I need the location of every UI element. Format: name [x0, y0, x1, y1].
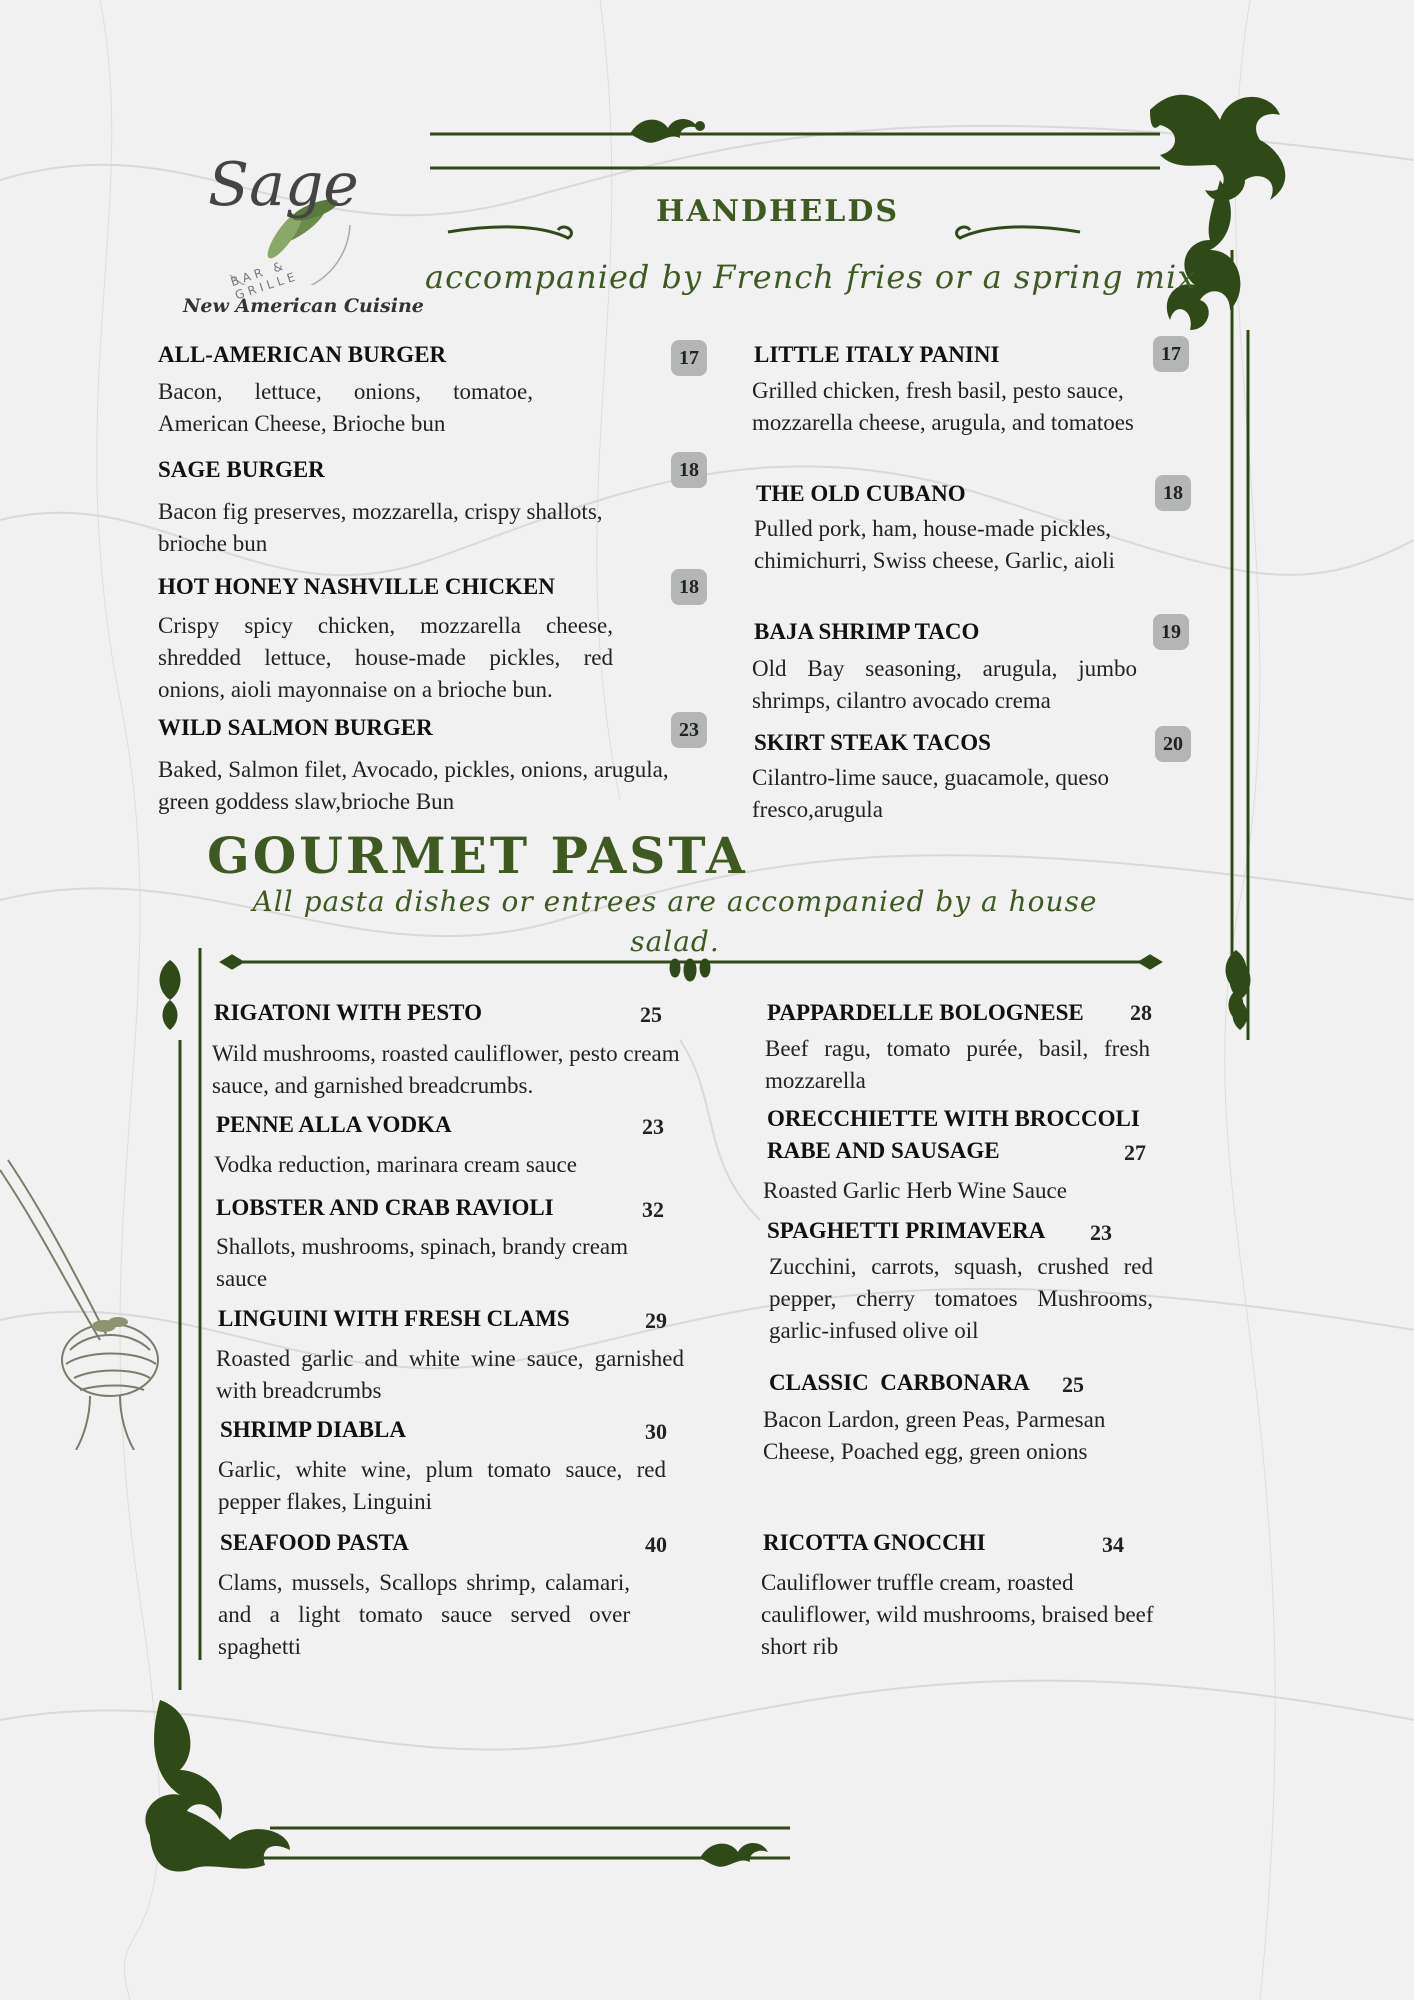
item-name: RIGATONI WITH PESTO [214, 1000, 482, 1025]
item-name: HOT HONEY NASHVILLE CHICKEN [158, 574, 555, 599]
item-description: Wild mushrooms, roasted cauliflower, pesto cream sauce, and garnished breadcrumbs. [212, 1041, 680, 1098]
logo-sub-text: BAR & GRILLE [228, 257, 301, 303]
item-description: Clams, mussels, Scallops shrimp, calamari, and a light tomato sauce served over spaghetti [218, 1570, 630, 1659]
brand-logo [190, 135, 360, 305]
price-badge: 23 [671, 712, 707, 748]
item-description: Pulled pork, ham, house-made pickles, chimichurri, Swiss cheese, Garlic, aioli [754, 516, 1115, 573]
item-description: Roasted garlic and white wine sauce, garnished with breadcrumbs [216, 1346, 684, 1403]
fork-pasta-illustration [0, 1150, 180, 1450]
item-description: Garlic, white wine, plum tomato sauce, red pepper flakes, Linguini [218, 1457, 666, 1514]
item-description: Zucchini, carrots, squash, crushed red pepper, cherry tomatoes Mushrooms, garlic-infused olive oil [769, 1254, 1153, 1343]
item-description: Grilled chicken, fresh basil, pesto sauce, mozzarella cheese, arugula, and tomatoes [752, 378, 1134, 435]
item-description: Bacon fig preserves, mozzarella, crispy shallots, brioche bun [158, 499, 603, 556]
item-name: ALL-AMERICAN BURGER [158, 342, 447, 367]
handhelds-subtitle: accompanied by French fries or a spring mix [425, 258, 1197, 296]
item-name: LINGUINI WITH FRESH CLAMS [218, 1306, 570, 1331]
price-badge: 18 [671, 569, 707, 605]
price-badge: 20 [1155, 726, 1191, 762]
price-badge: 19 [1153, 614, 1189, 650]
item-price: 34 [1102, 1532, 1124, 1557]
cuisine-label: New American Cuisine [183, 295, 424, 317]
item-description: Old Bay seasoning, arugula, jumbo shrimps, cilantro avocado crema [752, 656, 1137, 713]
item-name: RICOTTA GNOCCHI [763, 1530, 986, 1555]
item-price: 23 [1090, 1220, 1112, 1245]
price-badge: 18 [671, 452, 707, 488]
price-badge: 18 [1155, 475, 1191, 511]
item-name: SAGE BURGER [158, 457, 325, 482]
item-price: 23 [642, 1114, 664, 1139]
price-badge: 17 [671, 340, 707, 376]
item-name: BAJA SHRIMP TACO [754, 619, 980, 644]
item-description: Vodka reduction, marinara cream sauce [214, 1152, 577, 1177]
item-price: 25 [1062, 1372, 1084, 1397]
item-description: Roasted Garlic Herb Wine Sauce [763, 1178, 1067, 1203]
item-name: SPAGHETTI PRIMAVERA [767, 1218, 1046, 1243]
item-description: Cilantro-lime sauce, guacamole, queso fresco,arugula [752, 765, 1110, 822]
item-name: SKIRT STEAK TACOS [754, 730, 991, 755]
item-name: PAPPARDELLE BOLOGNESE [767, 1000, 1084, 1025]
item-description: Bacon, lettuce, onions, tomatoe, American Cheese, Brioche bun [158, 379, 533, 436]
item-description: Baked, Salmon filet, Avocado, pickles, onions, arugula, green goddess slaw,brioche Bun [158, 757, 669, 814]
item-price: 32 [642, 1197, 664, 1222]
item-name: LITTLE ITALY PANINI [754, 342, 1000, 367]
item-name: WILD SALMON BURGER [158, 715, 433, 740]
item-description: Beef ragu, tomato purée, basil, fresh mozzarella [765, 1036, 1150, 1093]
price-badge: 17 [1153, 336, 1189, 372]
item-description: Bacon Lardon, green Peas, Parmesan Cheese, Poached egg, green onions [763, 1407, 1106, 1464]
item-price: 30 [645, 1419, 667, 1444]
handhelds-title: HANDHELDS [656, 194, 900, 229]
item-description: Crispy spicy chicken, mozzarella cheese, shredded lettuce, house-made pickles, red onions, aioli mayonnaise on a brioche bun. [158, 613, 613, 702]
item-name: CLASSIC CARBONARA [769, 1370, 1030, 1395]
item-name: PENNE ALLA VODKA [216, 1112, 452, 1137]
logo-brand-text: Sage [208, 150, 359, 220]
item-name: SEAFOOD PASTA [220, 1530, 409, 1555]
pasta-subtitle: All pasta dishes or entrees are accompanied by a house salad. [252, 885, 1098, 958]
pasta-title: GOURMET PASTA [207, 826, 748, 885]
item-name: SHRIMP DIABLA [220, 1417, 406, 1442]
item-name: RABE AND SAUSAGE [767, 1138, 1000, 1163]
item-price: 27 [1124, 1140, 1146, 1165]
item-price: 28 [1130, 1000, 1152, 1025]
item-name: ORECCHIETTE WITH BROCCOLI [767, 1106, 1140, 1131]
item-name: LOBSTER AND CRAB RAVIOLI [216, 1195, 554, 1220]
item-description: Cauliflower truffle cream, roasted cauliflower, wild mushrooms, braised beef short rib [761, 1570, 1154, 1659]
item-price: 25 [640, 1002, 662, 1027]
item-name: THE OLD CUBANO [756, 481, 966, 506]
item-price: 40 [645, 1532, 667, 1557]
item-price: 29 [645, 1308, 667, 1333]
item-description: Shallots, mushrooms, spinach, brandy cream sauce [216, 1234, 629, 1291]
